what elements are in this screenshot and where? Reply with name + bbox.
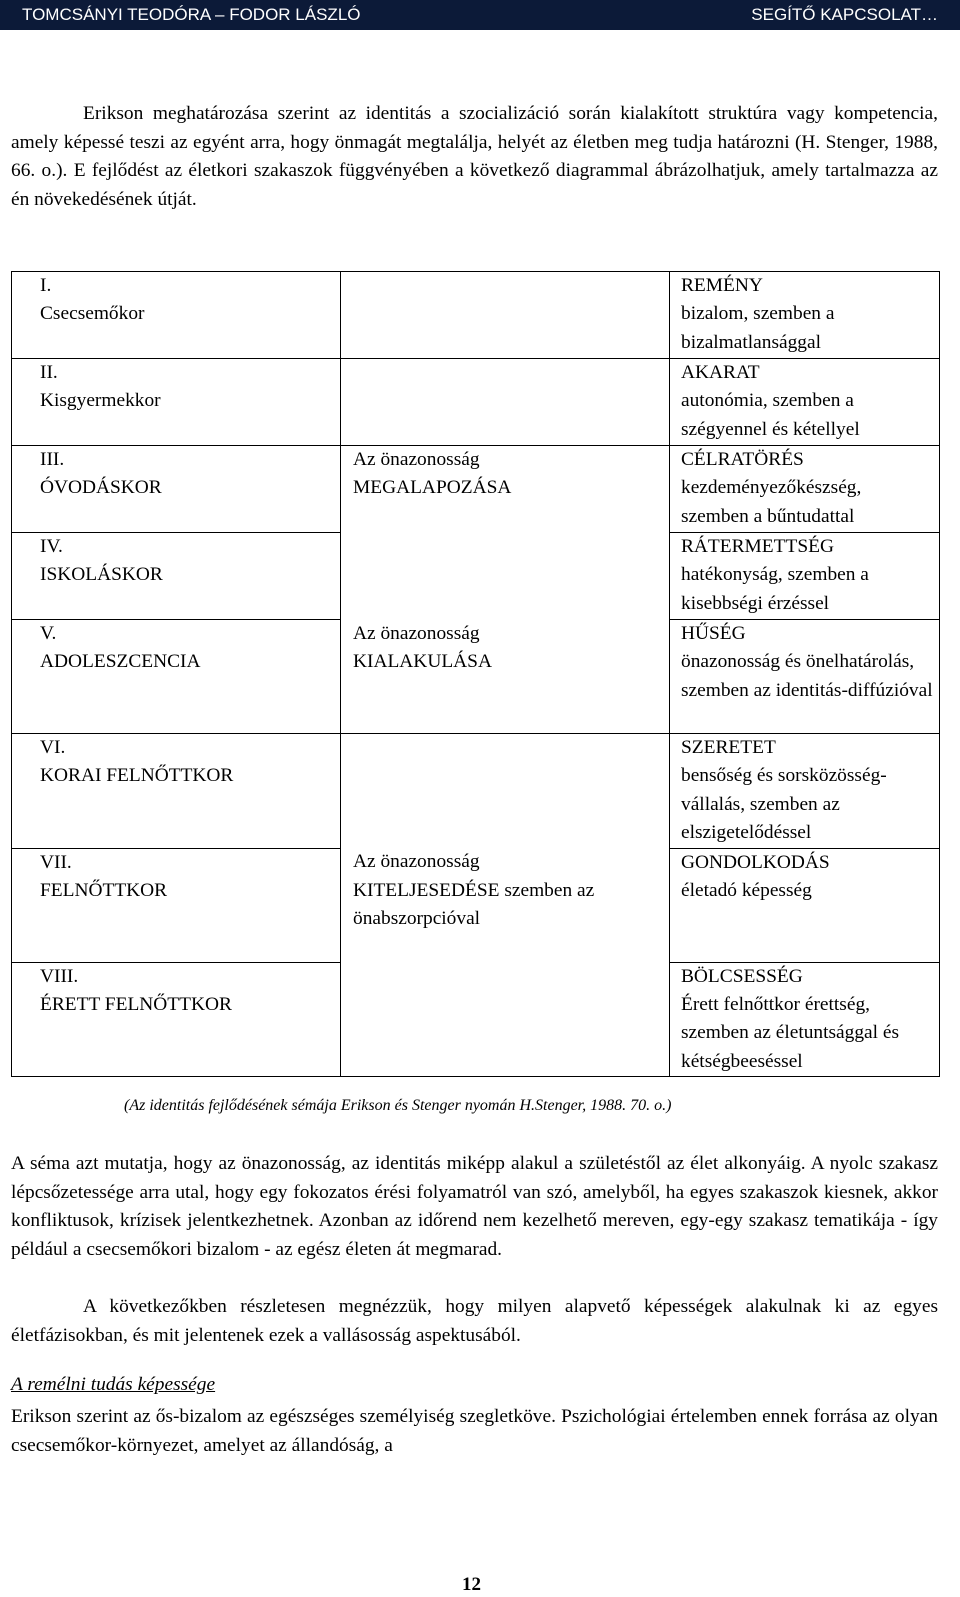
table-row — [12, 446, 940, 533]
intro-paragraph: Erikson meghatározása szerint az identitás a szocializáció során kialakított struktúra vagy kompetencia, amely képessé teszi az egyént arra, hogy önmagát megtalálja, helyét az életben meg tudja határozni (H. Stenger, 1988, 66. o.). E fejlődést az életkori szakaszok függvényében a következő diagrammal ábrázolhatjuk, amely tartalmazza az én növekedésének útját. — [11, 103, 938, 210]
virtue-cell: RÁTERMETTSÉG hatékonyság, szemben a kisebbségi érzéssel — [670, 533, 940, 620]
virtue-cell: HŰSÉG önazonosság és önelhatárolás, szemben az identitás-diffúzióval — [670, 620, 940, 734]
virtue-cell: SZERETET bensőség és sorsközösség-vállalás, szemben az elszigetelődéssel — [670, 734, 940, 849]
table-row — [12, 848, 940, 962]
virtue-cell: GONDOLKODÁS életadó képesség — [670, 848, 940, 962]
page-number: 12 — [462, 1574, 481, 1595]
virtue-cell: AKARAT autonómia, szemben a szégyennel és kétellyel — [670, 359, 940, 446]
middle-empty-cell — [341, 734, 670, 849]
body-paragraph: Erikson szerint az ős-bizalom az egészséges személyiség szegletköve. Pszichológiai értelemben ennek forrása az olyan csecsemőkor-környezet, amelyet az állandóság, a — [11, 1406, 938, 1456]
running-header — [0, 0, 960, 30]
identity-formation-cell: Az önazonosság KIALAKULÁSA — [341, 620, 670, 734]
stage-cell: I. Csecsemőkor — [12, 272, 341, 359]
table-row — [12, 734, 940, 849]
middle-empty-cell — [341, 272, 670, 359]
body-paragraph: A következőkben részletesen megnézzük, hogy milyen alapvető képességek alakulnak ki az egyes életfázisokban, és mit jelentenek ezek a vallásosság aspektusából. — [11, 1296, 938, 1346]
table-row — [12, 620, 940, 734]
stage-cell: II. Kisgyermekkor — [12, 359, 341, 446]
table-row — [12, 962, 940, 1077]
table-row — [12, 359, 940, 446]
table-row — [12, 272, 940, 359]
middle-empty-cell — [341, 359, 670, 446]
middle-empty-cell — [341, 962, 670, 1077]
stage-cell: IV. ISKOLÁSKOR — [12, 533, 341, 620]
identity-foundation-cell: Az önazonosság MEGALAPOZÁSA — [341, 446, 670, 620]
virtue-cell: BÖLCSESSÉG Érett felnőttkor érettség, szemben az életuntsággal és kétségbeeséssel — [670, 962, 940, 1077]
stage-cell: V. ADOLESZCENCIA — [12, 620, 341, 734]
stage-cell: III. ÓVODÁSKOR — [12, 446, 341, 533]
body-paragraph: A séma azt mutatja, hogy az önazonosság, az identitás miképp alakul a születéstől az élet alkonyáig. A nyolc szakasz lépcsőzetessége arra utal, hogy egy fokozatos érési folyamatról van szó, amelyből, ha egyes szakaszok kiesnek, akkor konfliktusok, krízisek jelentkezhetnek. Azonban az időrend nem kezelhető mereven, egy-egy szakasz tematikája - így például a csecsemőkori bizalom - az egész életen át megmarad. — [11, 1153, 938, 1260]
figure-caption: (Az identitás fejlődésének sémája Erikson és Stenger nyomán H.Stenger, 1988. 70. o.) — [124, 1097, 672, 1114]
virtue-cell: REMÉNY bizalom, szemben a bizalmatlansággal — [670, 272, 940, 359]
identity-schema-table — [11, 271, 940, 1077]
stage-cell: VIII. ÉRETT FELNŐTTKOR — [12, 962, 341, 1077]
virtue-cell: CÉLRATÖRÉS kezdeményezőkészség, szemben a bűntudattal — [670, 446, 940, 533]
header-authors: TOMCSÁNYI TEODÓRA – FODOR LÁSZLÓ — [22, 5, 361, 24]
stage-cell: VI. KORAI FELNŐTTKOR — [12, 734, 341, 849]
section-heading: A remélni tudás képessége — [11, 1374, 216, 1395]
header-title: SEGÍTŐ KAPCSOLAT… — [751, 5, 938, 24]
stage-cell: VII. FELNŐTTKOR — [12, 848, 341, 962]
identity-fulfilment-cell: Az önazonosság KITELJESEDÉSE szemben az önabszorpcióval — [341, 848, 670, 962]
